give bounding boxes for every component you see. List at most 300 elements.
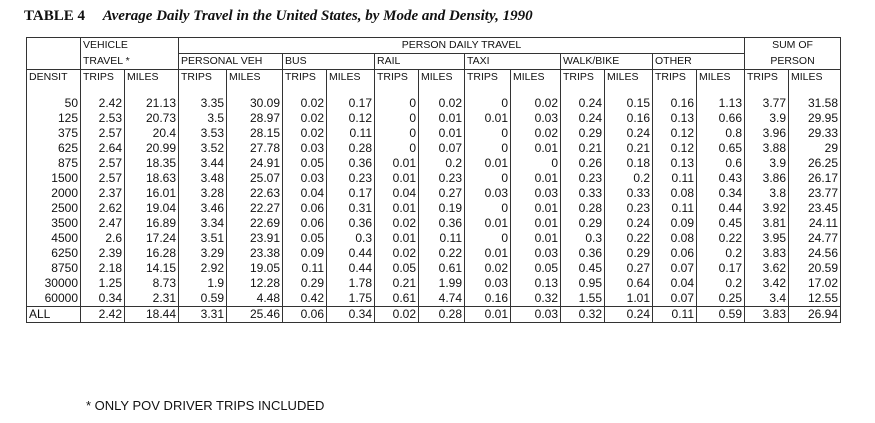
density-cell: 1500 bbox=[27, 171, 81, 186]
value-cell: 2.62 bbox=[81, 201, 125, 216]
density-cell: 30000 bbox=[27, 276, 81, 291]
value-cell: 3.9 bbox=[745, 111, 789, 126]
value-cell: 0.23 bbox=[605, 201, 653, 216]
table-row bbox=[27, 111, 841, 126]
value-cell: 0 bbox=[465, 141, 511, 156]
value-cell: 0.04 bbox=[375, 186, 419, 201]
value-cell: 0.03 bbox=[465, 276, 511, 291]
table-row bbox=[27, 246, 841, 261]
value-cell: 0.3 bbox=[561, 231, 605, 246]
header-density: DENSIT bbox=[27, 70, 81, 86]
value-cell: 0.06 bbox=[653, 246, 697, 261]
value-cell: 0.13 bbox=[653, 111, 697, 126]
table-row bbox=[27, 171, 841, 186]
value-cell: 0.33 bbox=[605, 186, 653, 201]
value-cell: 0.59 bbox=[179, 291, 227, 307]
travel-table bbox=[26, 37, 841, 323]
table-row bbox=[27, 216, 841, 231]
value-cell: 3.77 bbox=[745, 96, 789, 111]
table-title-text: Average Daily Travel in the United States, by Mode and Density, 1990 bbox=[102, 8, 533, 24]
value-cell: 25.07 bbox=[227, 171, 283, 186]
value-cell: 3.8 bbox=[745, 186, 789, 201]
value-cell: 0 bbox=[465, 231, 511, 246]
value-cell: 0.3 bbox=[327, 231, 375, 246]
value-cell: 2.6 bbox=[81, 231, 125, 246]
header-trips: TRIPS bbox=[745, 70, 789, 86]
density-cell: 375 bbox=[27, 126, 81, 141]
value-cell: 0.01 bbox=[511, 171, 561, 186]
value-cell: 0.29 bbox=[561, 216, 605, 231]
value-cell: 0.45 bbox=[561, 261, 605, 276]
density-cell: 625 bbox=[27, 141, 81, 156]
value-cell: 0.11 bbox=[327, 126, 375, 141]
value-cell: 0.24 bbox=[605, 216, 653, 231]
value-cell: 0.2 bbox=[697, 276, 745, 291]
value-cell: 3.81 bbox=[745, 216, 789, 231]
value-cell: 0.27 bbox=[605, 261, 653, 276]
value-cell: 0.2 bbox=[697, 246, 745, 261]
value-cell: 22.63 bbox=[227, 186, 283, 201]
value-cell: 0.21 bbox=[561, 141, 605, 156]
value-cell: 31.58 bbox=[789, 96, 841, 111]
header-trips: TRIPS bbox=[283, 70, 327, 86]
value-cell: 16.01 bbox=[125, 186, 179, 201]
value-cell: 3.62 bbox=[745, 261, 789, 276]
header-taxi: TAXI bbox=[465, 54, 561, 70]
value-cell: 0.13 bbox=[511, 276, 561, 291]
value-cell: 0.01 bbox=[375, 171, 419, 186]
value-cell: 0.01 bbox=[511, 231, 561, 246]
value-cell: 0.02 bbox=[283, 111, 327, 126]
value-cell: 0.16 bbox=[653, 96, 697, 111]
total-value-cell: 2.42 bbox=[81, 307, 125, 323]
value-cell: 19.04 bbox=[125, 201, 179, 216]
value-cell: 0.34 bbox=[697, 186, 745, 201]
value-cell: 0.01 bbox=[375, 156, 419, 171]
value-cell: 8.73 bbox=[125, 276, 179, 291]
value-cell: 0.25 bbox=[697, 291, 745, 307]
value-cell: 0.6 bbox=[697, 156, 745, 171]
value-cell: 20.99 bbox=[125, 141, 179, 156]
header-row-group bbox=[27, 38, 841, 54]
value-cell: 0.04 bbox=[283, 186, 327, 201]
value-cell: 18.35 bbox=[125, 156, 179, 171]
value-cell: 0.04 bbox=[653, 276, 697, 291]
value-cell: 0.13 bbox=[653, 156, 697, 171]
value-cell: 19.05 bbox=[227, 261, 283, 276]
header-miles: MILES bbox=[697, 70, 745, 86]
value-cell: 0.09 bbox=[283, 246, 327, 261]
value-cell: 0.61 bbox=[419, 261, 465, 276]
header-miles: MILES bbox=[789, 70, 841, 86]
header-vehicle-travel-2: TRAVEL * bbox=[81, 54, 179, 70]
total-value-cell: 18.44 bbox=[125, 307, 179, 323]
header-row-mode bbox=[27, 54, 841, 70]
value-cell: 2.57 bbox=[81, 171, 125, 186]
value-cell: 0.29 bbox=[561, 126, 605, 141]
value-cell: 0.02 bbox=[283, 126, 327, 141]
value-cell: 0.16 bbox=[465, 291, 511, 307]
value-cell: 0.31 bbox=[327, 201, 375, 216]
density-cell: 6250 bbox=[27, 246, 81, 261]
value-cell: 3.86 bbox=[745, 171, 789, 186]
table-title bbox=[24, 8, 533, 25]
value-cell: 0.18 bbox=[605, 156, 653, 171]
value-cell: 0.2 bbox=[605, 171, 653, 186]
total-value-cell: 26.94 bbox=[789, 307, 841, 323]
value-cell: 0.08 bbox=[653, 186, 697, 201]
total-value-cell: 0.02 bbox=[375, 307, 419, 323]
value-cell: 0.22 bbox=[697, 231, 745, 246]
header-other: OTHER bbox=[653, 54, 745, 70]
value-cell: 0.17 bbox=[697, 261, 745, 276]
density-cell: 4500 bbox=[27, 231, 81, 246]
value-cell: 0.8 bbox=[697, 126, 745, 141]
value-cell: 0.43 bbox=[697, 171, 745, 186]
value-cell: 0.44 bbox=[327, 246, 375, 261]
header-person-daily-travel: PERSON DAILY TRAVEL bbox=[179, 38, 745, 54]
header-sum-of: SUM OF bbox=[745, 38, 841, 54]
value-cell: 2.57 bbox=[81, 156, 125, 171]
value-cell: 1.9 bbox=[179, 276, 227, 291]
value-cell: 0.28 bbox=[561, 201, 605, 216]
value-cell: 17.02 bbox=[789, 276, 841, 291]
value-cell: 0.26 bbox=[561, 156, 605, 171]
value-cell: 4.48 bbox=[227, 291, 283, 307]
value-cell: 22.27 bbox=[227, 201, 283, 216]
value-cell: 0.02 bbox=[375, 216, 419, 231]
value-cell: 28.15 bbox=[227, 126, 283, 141]
value-cell: 0.07 bbox=[653, 291, 697, 307]
value-cell: 0 bbox=[465, 96, 511, 111]
value-cell: 0.12 bbox=[653, 141, 697, 156]
header-miles: MILES bbox=[125, 70, 179, 86]
value-cell: 0.66 bbox=[697, 111, 745, 126]
value-cell: 0 bbox=[375, 111, 419, 126]
value-cell: 2.42 bbox=[81, 96, 125, 111]
header-miles: MILES bbox=[327, 70, 375, 86]
value-cell: 0 bbox=[465, 171, 511, 186]
value-cell: 23.77 bbox=[789, 186, 841, 201]
value-cell: 0.27 bbox=[419, 186, 465, 201]
value-cell: 0.36 bbox=[327, 156, 375, 171]
header-empty bbox=[27, 38, 81, 54]
table-row bbox=[27, 291, 841, 307]
header-row-units bbox=[27, 70, 841, 86]
header-trips: TRIPS bbox=[375, 70, 419, 86]
header-personal-veh: PERSONAL VEH bbox=[179, 54, 283, 70]
value-cell: 3.51 bbox=[179, 231, 227, 246]
total-value-cell: 0.34 bbox=[327, 307, 375, 323]
density-cell: 3500 bbox=[27, 216, 81, 231]
value-cell: 1.78 bbox=[327, 276, 375, 291]
value-cell: 20.59 bbox=[789, 261, 841, 276]
value-cell: 24.11 bbox=[789, 216, 841, 231]
value-cell: 0.15 bbox=[605, 96, 653, 111]
total-value-cell: 0.01 bbox=[465, 307, 511, 323]
header-trips: TRIPS bbox=[81, 70, 125, 86]
density-cell: 2500 bbox=[27, 201, 81, 216]
value-cell: 0.44 bbox=[327, 261, 375, 276]
value-cell: 2.39 bbox=[81, 246, 125, 261]
value-cell: 3.42 bbox=[745, 276, 789, 291]
value-cell: 16.89 bbox=[125, 216, 179, 231]
value-cell: 26.17 bbox=[789, 171, 841, 186]
value-cell: 2.37 bbox=[81, 186, 125, 201]
value-cell: 3.92 bbox=[745, 201, 789, 216]
header-trips: TRIPS bbox=[465, 70, 511, 86]
header-miles: MILES bbox=[605, 70, 653, 86]
total-value-cell: 3.31 bbox=[179, 307, 227, 323]
value-cell: 1.25 bbox=[81, 276, 125, 291]
value-cell: 18.63 bbox=[125, 171, 179, 186]
value-cell: 3.96 bbox=[745, 126, 789, 141]
value-cell: 23.45 bbox=[789, 201, 841, 216]
value-cell: 0.05 bbox=[511, 261, 561, 276]
table-row bbox=[27, 261, 841, 276]
value-cell: 3.53 bbox=[179, 126, 227, 141]
value-cell: 1.55 bbox=[561, 291, 605, 307]
header-miles: MILES bbox=[227, 70, 283, 86]
value-cell: 1.01 bbox=[605, 291, 653, 307]
value-cell: 20.4 bbox=[125, 126, 179, 141]
value-cell: 24.77 bbox=[789, 231, 841, 246]
table-row bbox=[27, 276, 841, 291]
value-cell: 0.01 bbox=[465, 156, 511, 171]
value-cell: 0.95 bbox=[561, 276, 605, 291]
value-cell: 23.38 bbox=[227, 246, 283, 261]
value-cell: 0.01 bbox=[465, 246, 511, 261]
total-value-cell: 0.32 bbox=[561, 307, 605, 323]
table-row bbox=[27, 126, 841, 141]
density-cell: 125 bbox=[27, 111, 81, 126]
value-cell: 20.73 bbox=[125, 111, 179, 126]
value-cell: 14.15 bbox=[125, 261, 179, 276]
value-cell: 0.02 bbox=[375, 246, 419, 261]
total-value-cell: 0.06 bbox=[283, 307, 327, 323]
value-cell: 0 bbox=[375, 126, 419, 141]
value-cell: 22.69 bbox=[227, 216, 283, 231]
value-cell: 24.91 bbox=[227, 156, 283, 171]
value-cell: 0.05 bbox=[283, 231, 327, 246]
value-cell: 0 bbox=[511, 156, 561, 171]
value-cell: 0.29 bbox=[605, 246, 653, 261]
value-cell: 0.64 bbox=[605, 276, 653, 291]
value-cell: 0.21 bbox=[375, 276, 419, 291]
value-cell: 0.06 bbox=[283, 201, 327, 216]
value-cell: 3.34 bbox=[179, 216, 227, 231]
value-cell: 0.34 bbox=[81, 291, 125, 307]
table-row bbox=[27, 156, 841, 171]
value-cell: 21.13 bbox=[125, 96, 179, 111]
value-cell: 0.03 bbox=[283, 171, 327, 186]
value-cell: 0.07 bbox=[653, 261, 697, 276]
value-cell: 0.01 bbox=[511, 141, 561, 156]
value-cell: 3.95 bbox=[745, 231, 789, 246]
value-cell: 0.03 bbox=[465, 186, 511, 201]
value-cell: 16.28 bbox=[125, 246, 179, 261]
table-row bbox=[27, 201, 841, 216]
table-row bbox=[27, 141, 841, 156]
value-cell: 3.5 bbox=[179, 111, 227, 126]
value-cell: 0.12 bbox=[653, 126, 697, 141]
value-cell: 0 bbox=[375, 141, 419, 156]
value-cell: 23.91 bbox=[227, 231, 283, 246]
total-label-cell: ALL bbox=[27, 307, 81, 323]
density-cell: 8750 bbox=[27, 261, 81, 276]
value-cell: 3.83 bbox=[745, 246, 789, 261]
value-cell: 0.21 bbox=[605, 141, 653, 156]
total-value-cell: 0.11 bbox=[653, 307, 697, 323]
density-cell: 60000 bbox=[27, 291, 81, 307]
value-cell: 0.17 bbox=[327, 96, 375, 111]
value-cell: 12.55 bbox=[789, 291, 841, 307]
value-cell: 2.31 bbox=[125, 291, 179, 307]
value-cell: 3.4 bbox=[745, 291, 789, 307]
value-cell: 0.01 bbox=[465, 216, 511, 231]
value-cell: 0.01 bbox=[419, 126, 465, 141]
value-cell: 2.92 bbox=[179, 261, 227, 276]
value-cell: 0 bbox=[465, 126, 511, 141]
value-cell: 0.01 bbox=[511, 201, 561, 216]
value-cell: 2.53 bbox=[81, 111, 125, 126]
value-cell: 0.02 bbox=[419, 96, 465, 111]
density-cell: 875 bbox=[27, 156, 81, 171]
value-cell: 0.02 bbox=[465, 261, 511, 276]
value-cell: 0.08 bbox=[653, 231, 697, 246]
value-cell: 2.64 bbox=[81, 141, 125, 156]
value-cell: 0.22 bbox=[419, 246, 465, 261]
value-cell: 0.65 bbox=[697, 141, 745, 156]
value-cell: 0.33 bbox=[561, 186, 605, 201]
value-cell: 0.29 bbox=[283, 276, 327, 291]
value-cell: 3.35 bbox=[179, 96, 227, 111]
value-cell: 0.03 bbox=[283, 141, 327, 156]
value-cell: 0.01 bbox=[465, 111, 511, 126]
value-cell: 3.44 bbox=[179, 156, 227, 171]
value-cell: 3.46 bbox=[179, 201, 227, 216]
table-number: TABLE 4 bbox=[24, 8, 85, 24]
value-cell: 3.9 bbox=[745, 156, 789, 171]
value-cell: 30.09 bbox=[227, 96, 283, 111]
value-cell: 0.02 bbox=[511, 126, 561, 141]
header-bus: BUS bbox=[283, 54, 375, 70]
value-cell: 0.24 bbox=[561, 111, 605, 126]
value-cell: 0.61 bbox=[375, 291, 419, 307]
header-rail: RAIL bbox=[375, 54, 465, 70]
value-cell: 27.78 bbox=[227, 141, 283, 156]
value-cell: 0.12 bbox=[327, 111, 375, 126]
value-cell: 0.05 bbox=[375, 261, 419, 276]
value-cell: 0.32 bbox=[511, 291, 561, 307]
total-value-cell: 0.28 bbox=[419, 307, 465, 323]
value-cell: 0.01 bbox=[375, 201, 419, 216]
header-trips: TRIPS bbox=[653, 70, 697, 86]
value-cell: 0.28 bbox=[327, 141, 375, 156]
value-cell: 26.25 bbox=[789, 156, 841, 171]
total-value-cell: 3.83 bbox=[745, 307, 789, 323]
table-body bbox=[27, 85, 841, 307]
value-cell: 3.48 bbox=[179, 171, 227, 186]
value-cell: 0.03 bbox=[511, 246, 561, 261]
value-cell: 0 bbox=[465, 201, 511, 216]
table-row bbox=[27, 186, 841, 201]
value-cell: 0.01 bbox=[511, 216, 561, 231]
value-cell: 3.52 bbox=[179, 141, 227, 156]
header-miles: MILES bbox=[511, 70, 561, 86]
value-cell: 1.99 bbox=[419, 276, 465, 291]
value-cell: 0.23 bbox=[561, 171, 605, 186]
value-cell: 0.06 bbox=[283, 216, 327, 231]
header-empty bbox=[27, 54, 81, 70]
value-cell: 3.28 bbox=[179, 186, 227, 201]
value-cell: 0.16 bbox=[605, 111, 653, 126]
value-cell: 0.02 bbox=[283, 96, 327, 111]
value-cell: 0.36 bbox=[419, 216, 465, 231]
header-sum-of-2: PERSON bbox=[745, 54, 841, 70]
spacer-row bbox=[27, 85, 841, 96]
value-cell: 0.03 bbox=[511, 186, 561, 201]
value-cell: 0.07 bbox=[419, 141, 465, 156]
value-cell: 0.45 bbox=[697, 216, 745, 231]
header-trips: TRIPS bbox=[561, 70, 605, 86]
value-cell: 0.05 bbox=[283, 156, 327, 171]
value-cell: 3.29 bbox=[179, 246, 227, 261]
header-walk-bike: WALK/BIKE bbox=[561, 54, 653, 70]
value-cell: 0.23 bbox=[419, 171, 465, 186]
value-cell: 1.13 bbox=[697, 96, 745, 111]
value-cell: 2.18 bbox=[81, 261, 125, 276]
value-cell: 0.22 bbox=[605, 231, 653, 246]
value-cell: 0.11 bbox=[653, 201, 697, 216]
value-cell: 29.33 bbox=[789, 126, 841, 141]
value-cell: 0.01 bbox=[419, 111, 465, 126]
value-cell: 0.44 bbox=[697, 201, 745, 216]
value-cell: 17.24 bbox=[125, 231, 179, 246]
value-cell: 0.09 bbox=[653, 216, 697, 231]
value-cell: 0.11 bbox=[283, 261, 327, 276]
value-cell: 0.2 bbox=[419, 156, 465, 171]
value-cell: 4.74 bbox=[419, 291, 465, 307]
density-cell: 50 bbox=[27, 96, 81, 111]
total-value-cell: 0.03 bbox=[511, 307, 561, 323]
value-cell: 0.36 bbox=[561, 246, 605, 261]
table-row bbox=[27, 231, 841, 246]
value-cell: 24.56 bbox=[789, 246, 841, 261]
value-cell: 0.01 bbox=[375, 231, 419, 246]
value-cell: 0.11 bbox=[653, 171, 697, 186]
value-cell: 0.03 bbox=[511, 111, 561, 126]
value-cell: 0.23 bbox=[327, 171, 375, 186]
value-cell: 29 bbox=[789, 141, 841, 156]
header-vehicle-travel: VEHICLE bbox=[81, 38, 179, 54]
total-value-cell: 25.46 bbox=[227, 307, 283, 323]
value-cell: 0.02 bbox=[511, 96, 561, 111]
value-cell: 0.24 bbox=[605, 126, 653, 141]
value-cell: 12.28 bbox=[227, 276, 283, 291]
value-cell: 2.57 bbox=[81, 126, 125, 141]
value-cell: 0 bbox=[375, 96, 419, 111]
value-cell: 0.36 bbox=[327, 216, 375, 231]
header-trips: TRIPS bbox=[179, 70, 227, 86]
table-row bbox=[27, 96, 841, 111]
value-cell: 0.24 bbox=[561, 96, 605, 111]
value-cell: 0.17 bbox=[327, 186, 375, 201]
total-value-cell: 0.24 bbox=[605, 307, 653, 323]
value-cell: 1.75 bbox=[327, 291, 375, 307]
value-cell: 2.47 bbox=[81, 216, 125, 231]
total-row bbox=[27, 307, 841, 323]
